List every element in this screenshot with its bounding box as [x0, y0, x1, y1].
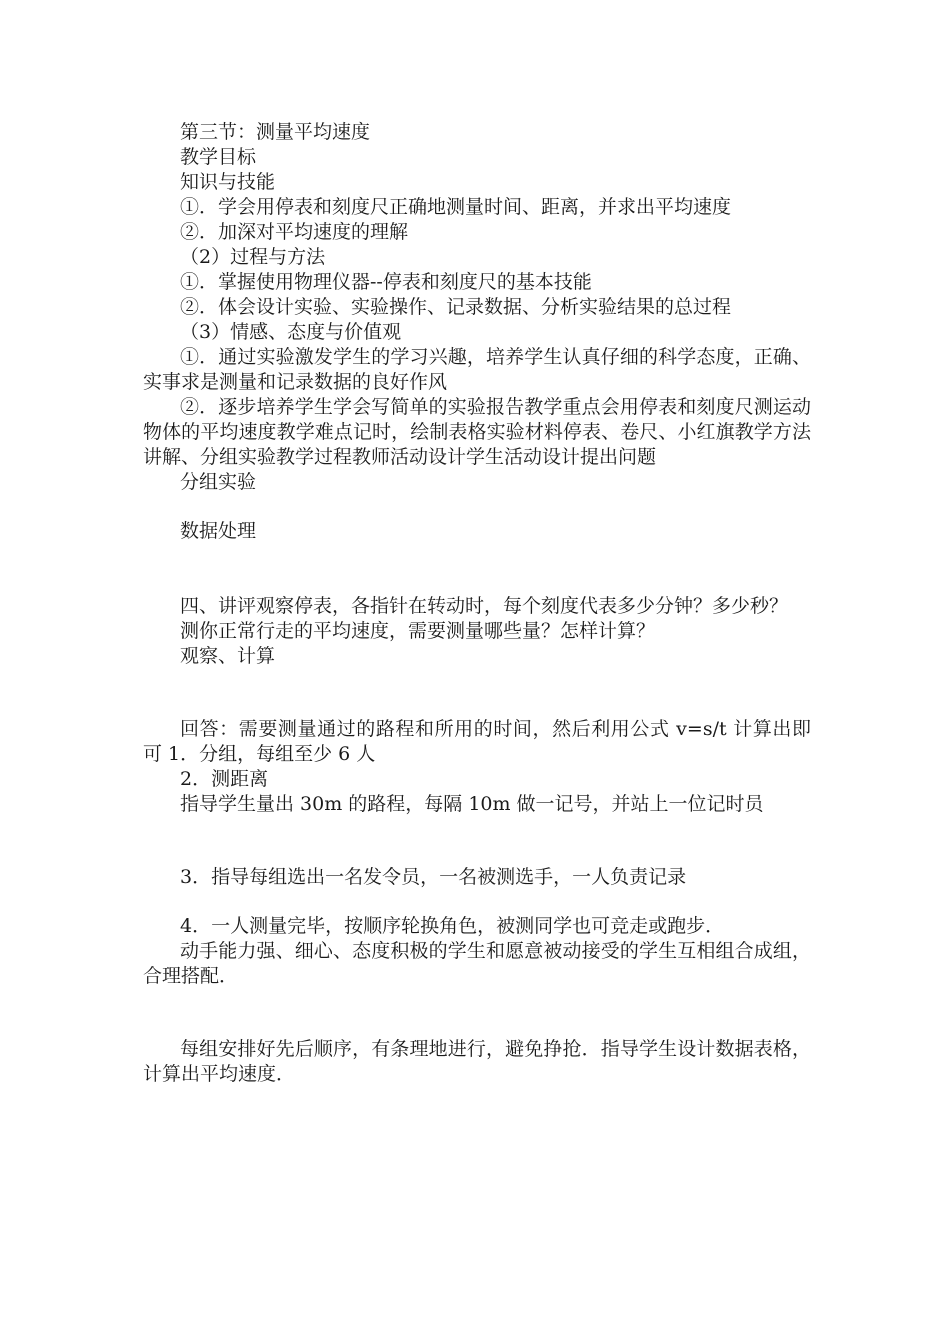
step-three: 3．指导每组选出一名发令员，一名被测选手，一人负责记录 [180, 866, 687, 888]
step-two: 2．测距离 [180, 768, 269, 790]
spacer [143, 817, 811, 865]
step-four: 4．一人测量完毕，按顺序轮换角色，被测同学也可竞走或跑步． [180, 915, 725, 937]
knowledge-heading: 知识与技能 [180, 171, 276, 193]
process-item-1: ①．掌握使用物理仪器--停表和刻度尺的基本技能 [180, 271, 592, 293]
grouping-paragraph: 动手能力强、细心、态度积极的学生和愿意被动接受的学生互相组合成组，合理搭配． [143, 940, 811, 987]
guide-distance: 指导学生量出 30m 的路程，每隔 10m 做一记号，并站上一位记时员 [180, 793, 764, 815]
spacer [143, 495, 811, 519]
spacer [143, 989, 811, 1037]
answer-paragraph: 回答：需要测量通过的路程和所用的时间，然后利用公式 v=s/t 计算出即可 1．分组，每组至少 6 人 [143, 718, 811, 765]
spacer [143, 544, 811, 594]
knowledge-item-2: ②．加深对平均速度的理解 [180, 221, 409, 243]
emotion-item-1: ①．通过实验激发学生的学习兴趣，培养学生认真仔细的科学态度，正确、实事求是测量和记录数据的良好作风 [143, 346, 811, 393]
document-body [143, 120, 811, 1087]
question-measure: 测你正常行走的平均速度，需要测量哪些量？怎样计算？ [180, 620, 656, 642]
goal-heading: 教学目标 [180, 146, 257, 168]
emotion-heading: （3）情感、态度与价值观 [180, 321, 402, 343]
group-experiment-label: 分组实验 [180, 471, 257, 493]
section-title: 第三节：测量平均速度 [180, 121, 371, 143]
question-four: 四、讲评观察停表，各指针在转动时，每个刻度代表多少分钟？多少秒？ [180, 595, 789, 617]
knowledge-item-1: ①．学会用停表和刻度尺正确地测量时间、距离，并求出平均速度 [180, 196, 732, 218]
order-paragraph: 每组安排好先后顺序，有条理地进行，避免挣抢．指导学生设计数据表格，计算出平均速度． [143, 1038, 811, 1085]
data-processing-label: 数据处理 [180, 520, 257, 542]
process-heading: （2）过程与方法 [180, 246, 326, 268]
observe-calc-label: 观察、计算 [180, 645, 276, 667]
spacer [143, 669, 811, 717]
process-item-2: ②．体会设计实验、实验操作、记录数据、分析实验结果的总过程 [180, 296, 732, 318]
emotion-item-2: ②．逐步培养学生学会写简单的实验报告教学重点会用停表和刻度尺测运动物体的平均速度教学难点记时，绘制表格实验材料停表、卷尺、小红旗教学方法讲解、分组实验教学过程教师活动设计学生活动设计提出问题 [143, 396, 811, 468]
spacer [143, 890, 811, 914]
